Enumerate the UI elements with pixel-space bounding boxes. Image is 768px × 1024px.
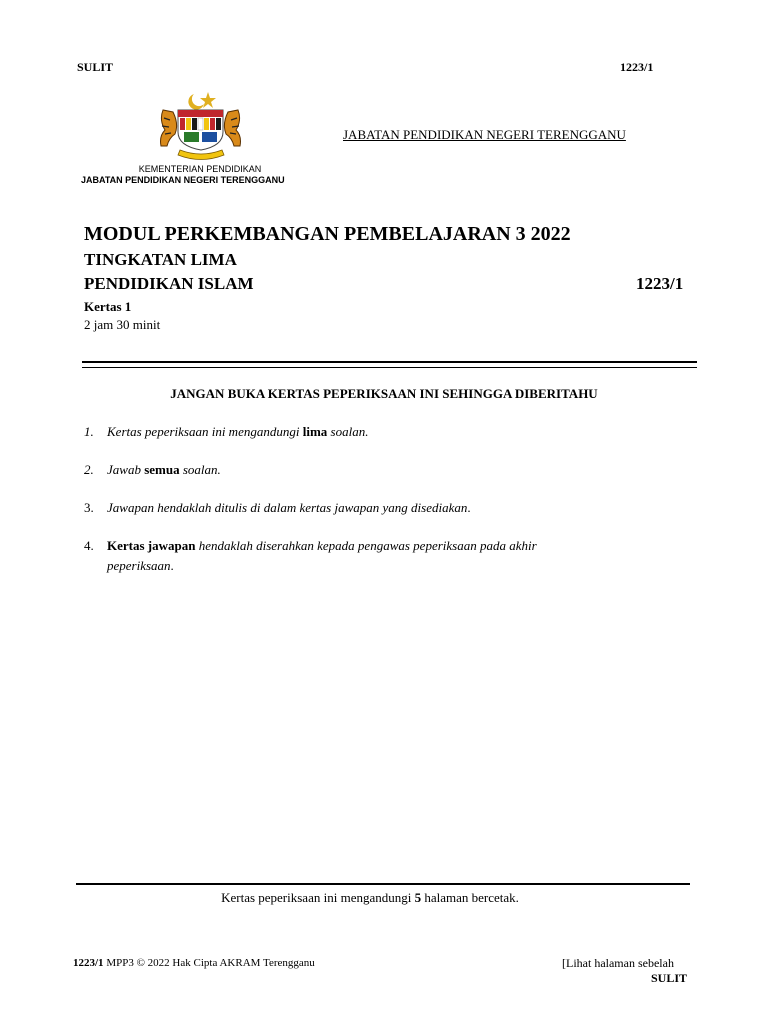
instruction-text: Jawapan hendaklah ditulis di dalam kertas jawapan yang disediakan — [107, 500, 468, 515]
footer-divider — [76, 883, 690, 885]
instruction-2 — [84, 462, 221, 478]
instruction-period: . — [467, 500, 471, 515]
instruction-number: 1. — [84, 424, 94, 439]
exam-warning: JANGAN BUKA KERTAS PEPERIKSAAN INI SEHINGGA DIBERITAHU — [170, 386, 598, 401]
instruction-4 — [84, 536, 688, 576]
instruction-number: 2. — [84, 462, 94, 477]
instruction-period: . — [170, 558, 174, 573]
instruction-text: hendaklah diserahkan kepada pengawas peperiksaan pada akhir — [195, 538, 537, 553]
instruction-emphasis: semua — [144, 462, 180, 477]
divider-bottom — [82, 367, 697, 368]
instruction-emphasis: lima — [302, 424, 328, 439]
instruction-1 — [84, 424, 368, 440]
subject-code: 1223/1 — [636, 274, 684, 293]
form-level: TINGKATAN LIMA — [84, 250, 237, 269]
page-count-text: halaman bercetak. — [421, 890, 519, 905]
paper-code-top: 1223/1 — [620, 60, 654, 74]
footer-copyright-text: MPP3 © 2022 Hak Cipta AKRAM Terengganu — [103, 957, 315, 969]
logo-department-label: JABATAN PENDIDIKAN NEGERI TERENGGANU — [81, 175, 285, 185]
classification-bottom: SULIT — [651, 971, 688, 985]
classification-top: SULIT — [77, 60, 114, 74]
page-count-number: 5 — [414, 890, 422, 905]
instruction-text: Jawab — [107, 462, 145, 477]
page-count-text: Kertas peperiksaan ini mengandungi — [221, 890, 415, 905]
instruction-number: 3. — [84, 500, 94, 515]
subject-name: PENDIDIKAN ISLAM — [84, 274, 254, 293]
instruction-text: soalan. — [327, 424, 369, 439]
paper-number: Kertas 1 — [84, 299, 132, 314]
footer-copyright — [73, 957, 315, 969]
instruction-3 — [84, 500, 471, 516]
instruction-text: soalan. — [179, 462, 221, 477]
department-title: JABATAN PENDIDIKAN NEGERI TERENGGANU — [343, 127, 626, 142]
instruction-text: peperiksaan — [107, 558, 171, 573]
divider-top — [82, 361, 697, 363]
page-count-note — [0, 890, 740, 906]
footer-code: 1223/1 — [73, 957, 104, 969]
module-title: MODUL PERKEMBANGAN PEMBELAJARAN 3 2022 — [84, 223, 571, 245]
ministry-label: KEMENTERIAN PENDIDIKAN — [138, 164, 262, 174]
next-page-note: [Lihat halaman sebelah — [562, 956, 674, 970]
instruction-number: 4. — [84, 538, 94, 553]
instruction-text: Kertas peperiksaan ini mengandungi — [107, 424, 303, 439]
instruction-emphasis: Kertas jawapan — [107, 538, 196, 553]
exam-duration: 2 jam 30 minit — [84, 317, 161, 332]
